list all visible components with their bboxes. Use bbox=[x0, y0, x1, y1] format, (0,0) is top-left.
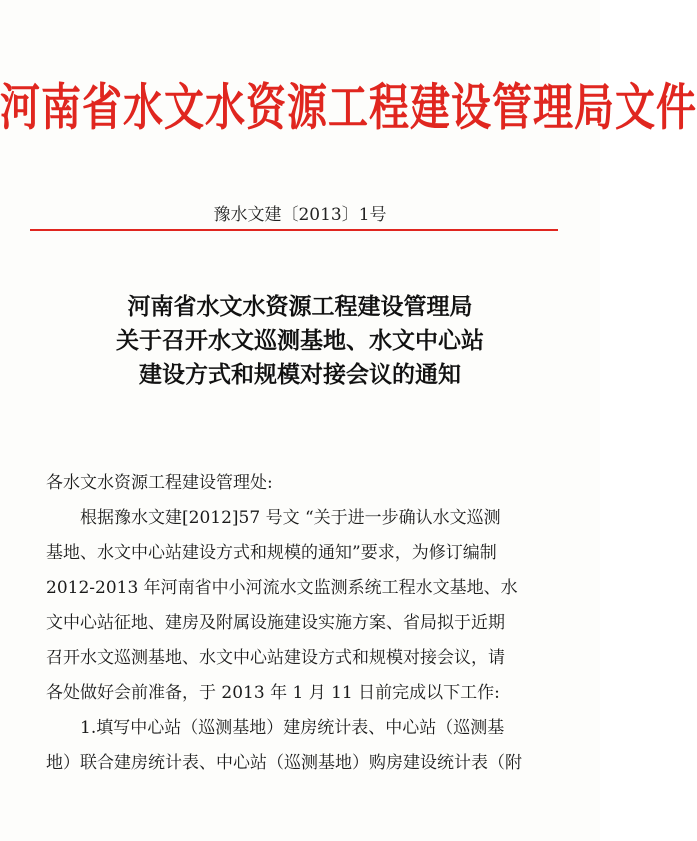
body-line: 地）联合建房统计表、中心站（巡测基地）购房建设统计表（附 bbox=[46, 753, 522, 773]
body-line: 召开水文巡测基地、水文中心站建设方式和规模对接会议，请 bbox=[46, 648, 505, 668]
notice-title-line-2: 关于召开水文巡测基地、水文中心站 bbox=[116, 328, 484, 354]
header-divider bbox=[30, 229, 558, 231]
body-line: 基地、水文中心站建设方式和规模的通知”要求，为修订编制 bbox=[46, 543, 497, 563]
body-line: 文中心站征地、建房及附属设施建设实施方案、省局拟于近期 bbox=[46, 613, 505, 633]
body-line: 各处做好会前准备，于 2013 年 1 月 11 日前完成以下工作: bbox=[46, 683, 500, 703]
notice-title-line-1: 河南省水文水资源工程建设管理局 bbox=[127, 294, 473, 320]
body-line: 根据豫水文建[2012]57 号文 “关于进一步确认水文巡测 bbox=[80, 508, 501, 528]
salutation: 各水文水资源工程建设管理处: bbox=[46, 473, 273, 493]
notice-title bbox=[0, 290, 600, 392]
body-line: 1.填写中心站（巡测基地）建房统计表、中心站（巡测基 bbox=[80, 718, 505, 738]
body-line: 2012-2013 年河南省中小河流水文监测系统工程水文基地、水 bbox=[46, 578, 518, 598]
notice-body bbox=[46, 466, 556, 781]
document-number: 豫水文建〔2013〕1号 bbox=[213, 205, 387, 225]
notice-title-line-3: 建设方式和规模对接会议的通知 bbox=[139, 362, 461, 388]
document-header-title: 河南省水文水资源工程建设管理局文件 bbox=[0, 78, 697, 137]
